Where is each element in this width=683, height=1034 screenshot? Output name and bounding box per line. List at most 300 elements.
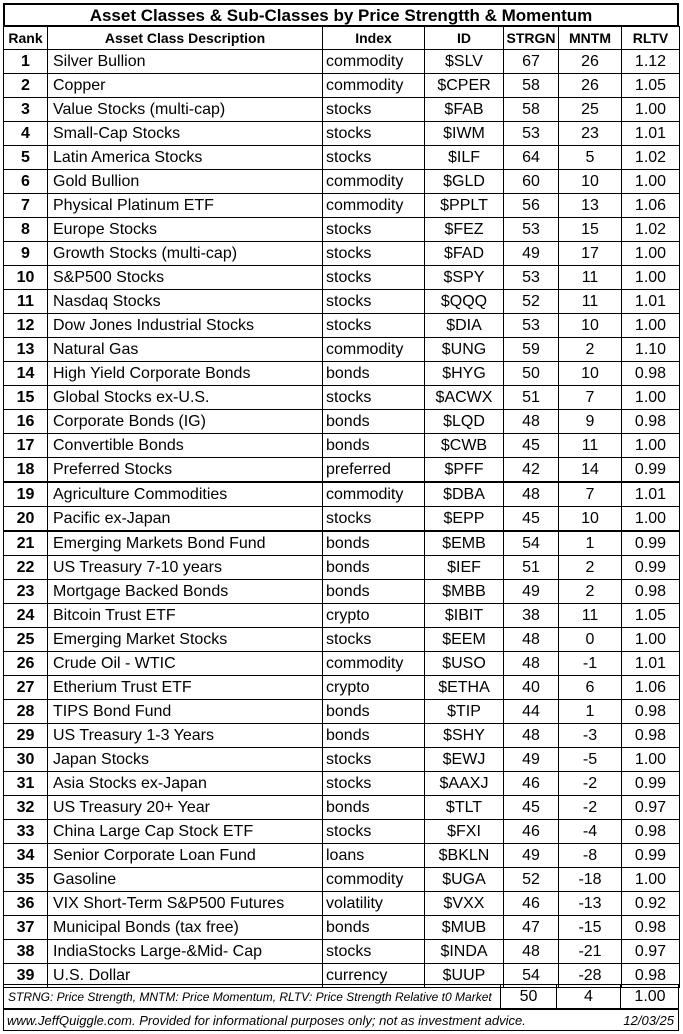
cell-desc: IndiaStocks Large-&Mid- Cap	[48, 940, 323, 964]
table-row	[4, 458, 680, 483]
cell-strgn: 52	[504, 290, 559, 314]
cell-rank: 12	[4, 314, 48, 338]
cell-mntm: 26	[559, 74, 622, 98]
cell-mntm: -4	[559, 820, 622, 844]
cell-id: $INDA	[425, 940, 504, 964]
cell-desc: TIPS Bond Fund	[48, 700, 323, 724]
cell-index: currency	[323, 964, 425, 988]
cell-rank: 8	[4, 218, 48, 242]
cell-index: stocks	[323, 820, 425, 844]
table-row	[4, 604, 680, 628]
cell-rank: 34	[4, 844, 48, 868]
cell-id: $EPP	[425, 507, 504, 532]
table-row	[4, 74, 680, 98]
cell-rank: 13	[4, 338, 48, 362]
cell-index: bonds	[323, 434, 425, 458]
cell-index: preferred	[323, 458, 425, 483]
table-body	[4, 50, 680, 988]
cell-desc: Global Stocks ex-U.S.	[48, 386, 323, 410]
cell-rank: 5	[4, 146, 48, 170]
cell-strgn: 54	[504, 964, 559, 988]
cell-rank: 9	[4, 242, 48, 266]
cell-id: $UNG	[425, 338, 504, 362]
cell-rltv: 1.00	[622, 628, 680, 652]
cell-index: commodity	[323, 338, 425, 362]
cell-strgn: 44	[504, 700, 559, 724]
table-row	[4, 218, 680, 242]
cell-id: $TLT	[425, 796, 504, 820]
cell-mntm: -1	[559, 652, 622, 676]
cell-desc: Natural Gas	[48, 338, 323, 362]
cell-id: $UUP	[425, 964, 504, 988]
cell-rltv: 1.00	[622, 314, 680, 338]
cell-rank: 23	[4, 580, 48, 604]
cell-mntm: -21	[559, 940, 622, 964]
cell-rank: 28	[4, 700, 48, 724]
cell-index: stocks	[323, 628, 425, 652]
cell-index: crypto	[323, 676, 425, 700]
cell-strgn: 48	[504, 724, 559, 748]
cell-id: $EWJ	[425, 748, 504, 772]
cell-rltv: 0.99	[622, 458, 680, 483]
table-row	[4, 290, 680, 314]
cell-id: $FAD	[425, 242, 504, 266]
cell-rltv: 0.99	[622, 531, 680, 556]
asset-table	[3, 26, 680, 988]
cell-rltv: 0.97	[622, 796, 680, 820]
cell-index: commodity	[323, 868, 425, 892]
cell-id: $TIP	[425, 700, 504, 724]
cell-rltv: 1.06	[622, 194, 680, 218]
cell-strgn: 48	[504, 652, 559, 676]
table-row	[4, 676, 680, 700]
cell-strgn: 46	[504, 820, 559, 844]
table-row	[4, 434, 680, 458]
cell-mntm: -28	[559, 964, 622, 988]
cell-mntm: -15	[559, 916, 622, 940]
table-row	[4, 796, 680, 820]
cell-mntm: 26	[559, 50, 622, 74]
cell-desc: Mortgage Backed Bonds	[48, 580, 323, 604]
cell-desc: Small-Cap Stocks	[48, 122, 323, 146]
cell-mntm: 11	[559, 290, 622, 314]
cell-strgn: 49	[504, 748, 559, 772]
cell-rltv: 1.01	[622, 290, 680, 314]
cell-id: $EMB	[425, 531, 504, 556]
table-row	[4, 194, 680, 218]
table-row	[4, 868, 680, 892]
legend-text: STRNG: Price Strength, MNTM: Price Momentum, RLTV: Price Strength Relative t0 Market	[8, 990, 492, 1004]
cell-rltv: 1.02	[622, 218, 680, 242]
cell-index: commodity	[323, 74, 425, 98]
cell-index: bonds	[323, 531, 425, 556]
cell-mntm: 2	[559, 338, 622, 362]
cell-rltv: 0.98	[622, 700, 680, 724]
table-row	[4, 652, 680, 676]
cell-rltv: 0.98	[622, 410, 680, 434]
cell-index: commodity	[323, 194, 425, 218]
cell-strgn: 48	[504, 940, 559, 964]
cell-strgn: 45	[504, 796, 559, 820]
cell-desc: Municipal Bonds (tax free)	[48, 916, 323, 940]
cell-mntm: 10	[559, 314, 622, 338]
cell-strgn: 59	[504, 338, 559, 362]
cell-index: bonds	[323, 580, 425, 604]
header-index: Index	[323, 27, 425, 50]
cell-desc: US Treasury 1-3 Years	[48, 724, 323, 748]
table-row	[4, 700, 680, 724]
cell-mntm: 7	[559, 482, 622, 507]
cell-index: stocks	[323, 290, 425, 314]
cell-rank: 19	[4, 482, 48, 507]
cell-desc: Etherium Trust ETF	[48, 676, 323, 700]
cell-rank: 3	[4, 98, 48, 122]
cell-id: $BKLN	[425, 844, 504, 868]
cell-id: $AAXJ	[425, 772, 504, 796]
cell-id: $LQD	[425, 410, 504, 434]
cell-rank: 36	[4, 892, 48, 916]
cell-desc: Agriculture Commodities	[48, 482, 323, 507]
cell-rank: 21	[4, 531, 48, 556]
cell-strgn: 51	[504, 386, 559, 410]
cell-rank: 6	[4, 170, 48, 194]
table-row	[4, 482, 680, 507]
cell-rank: 1	[4, 50, 48, 74]
cell-index: crypto	[323, 604, 425, 628]
cell-rltv: 1.00	[622, 386, 680, 410]
summary-mntm: 4	[556, 985, 620, 1008]
cell-id: $SHY	[425, 724, 504, 748]
cell-id: $IWM	[425, 122, 504, 146]
cell-mntm: 15	[559, 218, 622, 242]
cell-mntm: -3	[559, 724, 622, 748]
cell-desc: High Yield Corporate Bonds	[48, 362, 323, 386]
cell-desc: Senior Corporate Loan Fund	[48, 844, 323, 868]
cell-rltv: 0.98	[622, 580, 680, 604]
table-row	[4, 772, 680, 796]
cell-strgn: 52	[504, 868, 559, 892]
table-row	[4, 410, 680, 434]
cell-desc: China Large Cap Stock ETF	[48, 820, 323, 844]
cell-desc: Physical Platinum ETF	[48, 194, 323, 218]
cell-rank: 24	[4, 604, 48, 628]
cell-rltv: 0.98	[622, 964, 680, 988]
header-description: Asset Class Description	[48, 27, 323, 50]
header-mntm: MNTM	[559, 27, 622, 50]
table-row	[4, 122, 680, 146]
cell-rltv: 1.12	[622, 50, 680, 74]
table-row	[4, 266, 680, 290]
cell-id: $PFF	[425, 458, 504, 483]
cell-id: $EEM	[425, 628, 504, 652]
cell-strgn: 56	[504, 194, 559, 218]
cell-rltv: 1.01	[622, 122, 680, 146]
cell-id: $ETHA	[425, 676, 504, 700]
cell-strgn: 53	[504, 314, 559, 338]
cell-rltv: 0.99	[622, 772, 680, 796]
summary-strgn: 50	[500, 985, 556, 1008]
cell-index: stocks	[323, 218, 425, 242]
table-row	[4, 580, 680, 604]
cell-index: stocks	[323, 748, 425, 772]
cell-rank: 11	[4, 290, 48, 314]
cell-index: stocks	[323, 242, 425, 266]
cell-mntm: 14	[559, 458, 622, 483]
cell-strgn: 53	[504, 266, 559, 290]
summary-row	[3, 984, 679, 1009]
cell-strgn: 47	[504, 916, 559, 940]
cell-strgn: 48	[504, 482, 559, 507]
cell-id: $DIA	[425, 314, 504, 338]
cell-mntm: -5	[559, 748, 622, 772]
cell-desc: Preferred Stocks	[48, 458, 323, 483]
cell-index: stocks	[323, 507, 425, 532]
cell-id: $MUB	[425, 916, 504, 940]
cell-index: volatility	[323, 892, 425, 916]
cell-mntm: 1	[559, 531, 622, 556]
cell-mntm: -18	[559, 868, 622, 892]
table-row	[4, 628, 680, 652]
cell-rank: 7	[4, 194, 48, 218]
cell-index: bonds	[323, 724, 425, 748]
cell-mntm: 25	[559, 98, 622, 122]
cell-index: stocks	[323, 146, 425, 170]
footer-date: 12/03/25	[623, 1013, 674, 1028]
cell-rltv: 1.00	[622, 434, 680, 458]
cell-rltv: 0.99	[622, 844, 680, 868]
cell-id: $SPY	[425, 266, 504, 290]
cell-rltv: 1.02	[622, 146, 680, 170]
cell-desc: S&P500 Stocks	[48, 266, 323, 290]
cell-desc: Gasoline	[48, 868, 323, 892]
cell-rltv: 1.00	[622, 868, 680, 892]
cell-rank: 10	[4, 266, 48, 290]
cell-mntm: 13	[559, 194, 622, 218]
cell-mntm: -13	[559, 892, 622, 916]
cell-id: $VXX	[425, 892, 504, 916]
cell-rank: 39	[4, 964, 48, 988]
cell-index: stocks	[323, 98, 425, 122]
cell-strgn: 45	[504, 434, 559, 458]
cell-index: stocks	[323, 122, 425, 146]
cell-index: bonds	[323, 362, 425, 386]
cell-desc: Asia Stocks ex-Japan	[48, 772, 323, 796]
cell-index: bonds	[323, 796, 425, 820]
header-strgn: STRGN	[504, 27, 559, 50]
cell-rank: 17	[4, 434, 48, 458]
cell-strgn: 64	[504, 146, 559, 170]
cell-rank: 25	[4, 628, 48, 652]
cell-strgn: 53	[504, 122, 559, 146]
cell-rltv: 1.00	[622, 98, 680, 122]
cell-rank: 31	[4, 772, 48, 796]
cell-strgn: 58	[504, 98, 559, 122]
table-row	[4, 531, 680, 556]
cell-rank: 27	[4, 676, 48, 700]
cell-mntm: 2	[559, 556, 622, 580]
table-row	[4, 916, 680, 940]
cell-id: $MBB	[425, 580, 504, 604]
cell-rank: 2	[4, 74, 48, 98]
cell-id: $ILF	[425, 146, 504, 170]
cell-index: stocks	[323, 772, 425, 796]
cell-id: $PPLT	[425, 194, 504, 218]
cell-rltv: 0.99	[622, 556, 680, 580]
cell-rank: 14	[4, 362, 48, 386]
cell-rank: 33	[4, 820, 48, 844]
cell-rltv: 0.97	[622, 940, 680, 964]
table-row	[4, 940, 680, 964]
cell-rltv: 1.01	[622, 482, 680, 507]
cell-desc: Latin America Stocks	[48, 146, 323, 170]
cell-desc: Pacific ex-Japan	[48, 507, 323, 532]
cell-mntm: -8	[559, 844, 622, 868]
cell-strgn: 48	[504, 410, 559, 434]
cell-mntm: 5	[559, 146, 622, 170]
cell-strgn: 49	[504, 580, 559, 604]
cell-rank: 37	[4, 916, 48, 940]
cell-index: bonds	[323, 556, 425, 580]
header-rank: Rank	[4, 27, 48, 50]
cell-desc: Copper	[48, 74, 323, 98]
table-row	[4, 362, 680, 386]
cell-index: bonds	[323, 700, 425, 724]
cell-mntm: 10	[559, 170, 622, 194]
cell-index: stocks	[323, 386, 425, 410]
cell-strgn: 53	[504, 218, 559, 242]
cell-strgn: 54	[504, 531, 559, 556]
table-row	[4, 242, 680, 266]
table-row	[4, 170, 680, 194]
cell-index: loans	[323, 844, 425, 868]
cell-desc: Emerging Market Stocks	[48, 628, 323, 652]
cell-index: bonds	[323, 916, 425, 940]
cell-mntm: 10	[559, 362, 622, 386]
cell-strgn: 51	[504, 556, 559, 580]
cell-id: $FXI	[425, 820, 504, 844]
footer	[3, 1009, 679, 1031]
cell-id: $HYG	[425, 362, 504, 386]
table-row	[4, 314, 680, 338]
cell-desc: Crude Oil - WTIC	[48, 652, 323, 676]
cell-strgn: 49	[504, 844, 559, 868]
cell-id: $SLV	[425, 50, 504, 74]
cell-mntm: 23	[559, 122, 622, 146]
header-id: ID	[425, 27, 504, 50]
cell-rltv: 1.00	[622, 748, 680, 772]
cell-strgn: 60	[504, 170, 559, 194]
table-row	[4, 507, 680, 532]
cell-rltv: 0.98	[622, 362, 680, 386]
cell-rank: 18	[4, 458, 48, 483]
cell-strgn: 38	[504, 604, 559, 628]
table-row	[4, 844, 680, 868]
cell-index: stocks	[323, 940, 425, 964]
cell-rank: 32	[4, 796, 48, 820]
cell-id: $QQQ	[425, 290, 504, 314]
cell-rltv: 1.00	[622, 266, 680, 290]
cell-index: bonds	[323, 410, 425, 434]
cell-rank: 20	[4, 507, 48, 532]
cell-id: $CPER	[425, 74, 504, 98]
cell-mntm: 1	[559, 700, 622, 724]
table-row	[4, 338, 680, 362]
cell-strgn: 49	[504, 242, 559, 266]
cell-strgn: 45	[504, 507, 559, 532]
cell-rank: 38	[4, 940, 48, 964]
cell-rank: 16	[4, 410, 48, 434]
cell-id: $FEZ	[425, 218, 504, 242]
cell-id: $CWB	[425, 434, 504, 458]
cell-strgn: 67	[504, 50, 559, 74]
cell-desc: Growth Stocks (multi-cap)	[48, 242, 323, 266]
cell-desc: Value Stocks (multi-cap)	[48, 98, 323, 122]
cell-desc: Corporate Bonds (IG)	[48, 410, 323, 434]
cell-desc: Silver Bullion	[48, 50, 323, 74]
cell-rltv: 1.05	[622, 604, 680, 628]
cell-id: $UGA	[425, 868, 504, 892]
cell-rltv: 1.01	[622, 652, 680, 676]
table-row	[4, 146, 680, 170]
cell-mntm: 7	[559, 386, 622, 410]
cell-rank: 4	[4, 122, 48, 146]
cell-rltv: 1.05	[622, 74, 680, 98]
cell-desc: US Treasury 20+ Year	[48, 796, 323, 820]
cell-index: commodity	[323, 482, 425, 507]
cell-index: commodity	[323, 652, 425, 676]
cell-strgn: 42	[504, 458, 559, 483]
cell-id: $GLD	[425, 170, 504, 194]
cell-strgn: 50	[504, 362, 559, 386]
cell-mntm: 11	[559, 266, 622, 290]
cell-mntm: 11	[559, 604, 622, 628]
table-row	[4, 386, 680, 410]
table-row	[4, 50, 680, 74]
cell-strgn: 58	[504, 74, 559, 98]
cell-rank: 29	[4, 724, 48, 748]
cell-rltv: 1.00	[622, 507, 680, 532]
cell-rltv: 1.10	[622, 338, 680, 362]
cell-rltv: 1.06	[622, 676, 680, 700]
cell-desc: Convertible Bonds	[48, 434, 323, 458]
cell-rank: 30	[4, 748, 48, 772]
cell-rank: 22	[4, 556, 48, 580]
cell-desc: Japan Stocks	[48, 748, 323, 772]
cell-desc: VIX Short-Term S&P500 Futures	[48, 892, 323, 916]
summary-rltv: 1.00	[620, 985, 679, 1008]
table-row	[4, 748, 680, 772]
header-rltv: RLTV	[622, 27, 680, 50]
cell-strgn: 40	[504, 676, 559, 700]
cell-index: stocks	[323, 266, 425, 290]
cell-id: $USO	[425, 652, 504, 676]
cell-rltv: 0.98	[622, 724, 680, 748]
table-row	[4, 724, 680, 748]
cell-mntm: -2	[559, 772, 622, 796]
cell-rltv: 1.00	[622, 170, 680, 194]
cell-index: commodity	[323, 50, 425, 74]
cell-index: commodity	[323, 170, 425, 194]
cell-id: $DBA	[425, 482, 504, 507]
cell-desc: Europe Stocks	[48, 218, 323, 242]
cell-mntm: 11	[559, 434, 622, 458]
cell-desc: Nasdaq Stocks	[48, 290, 323, 314]
table-row	[4, 892, 680, 916]
cell-rltv: 0.92	[622, 892, 680, 916]
table-row	[4, 556, 680, 580]
cell-id: $FAB	[425, 98, 504, 122]
cell-desc: US Treasury 7-10 years	[48, 556, 323, 580]
